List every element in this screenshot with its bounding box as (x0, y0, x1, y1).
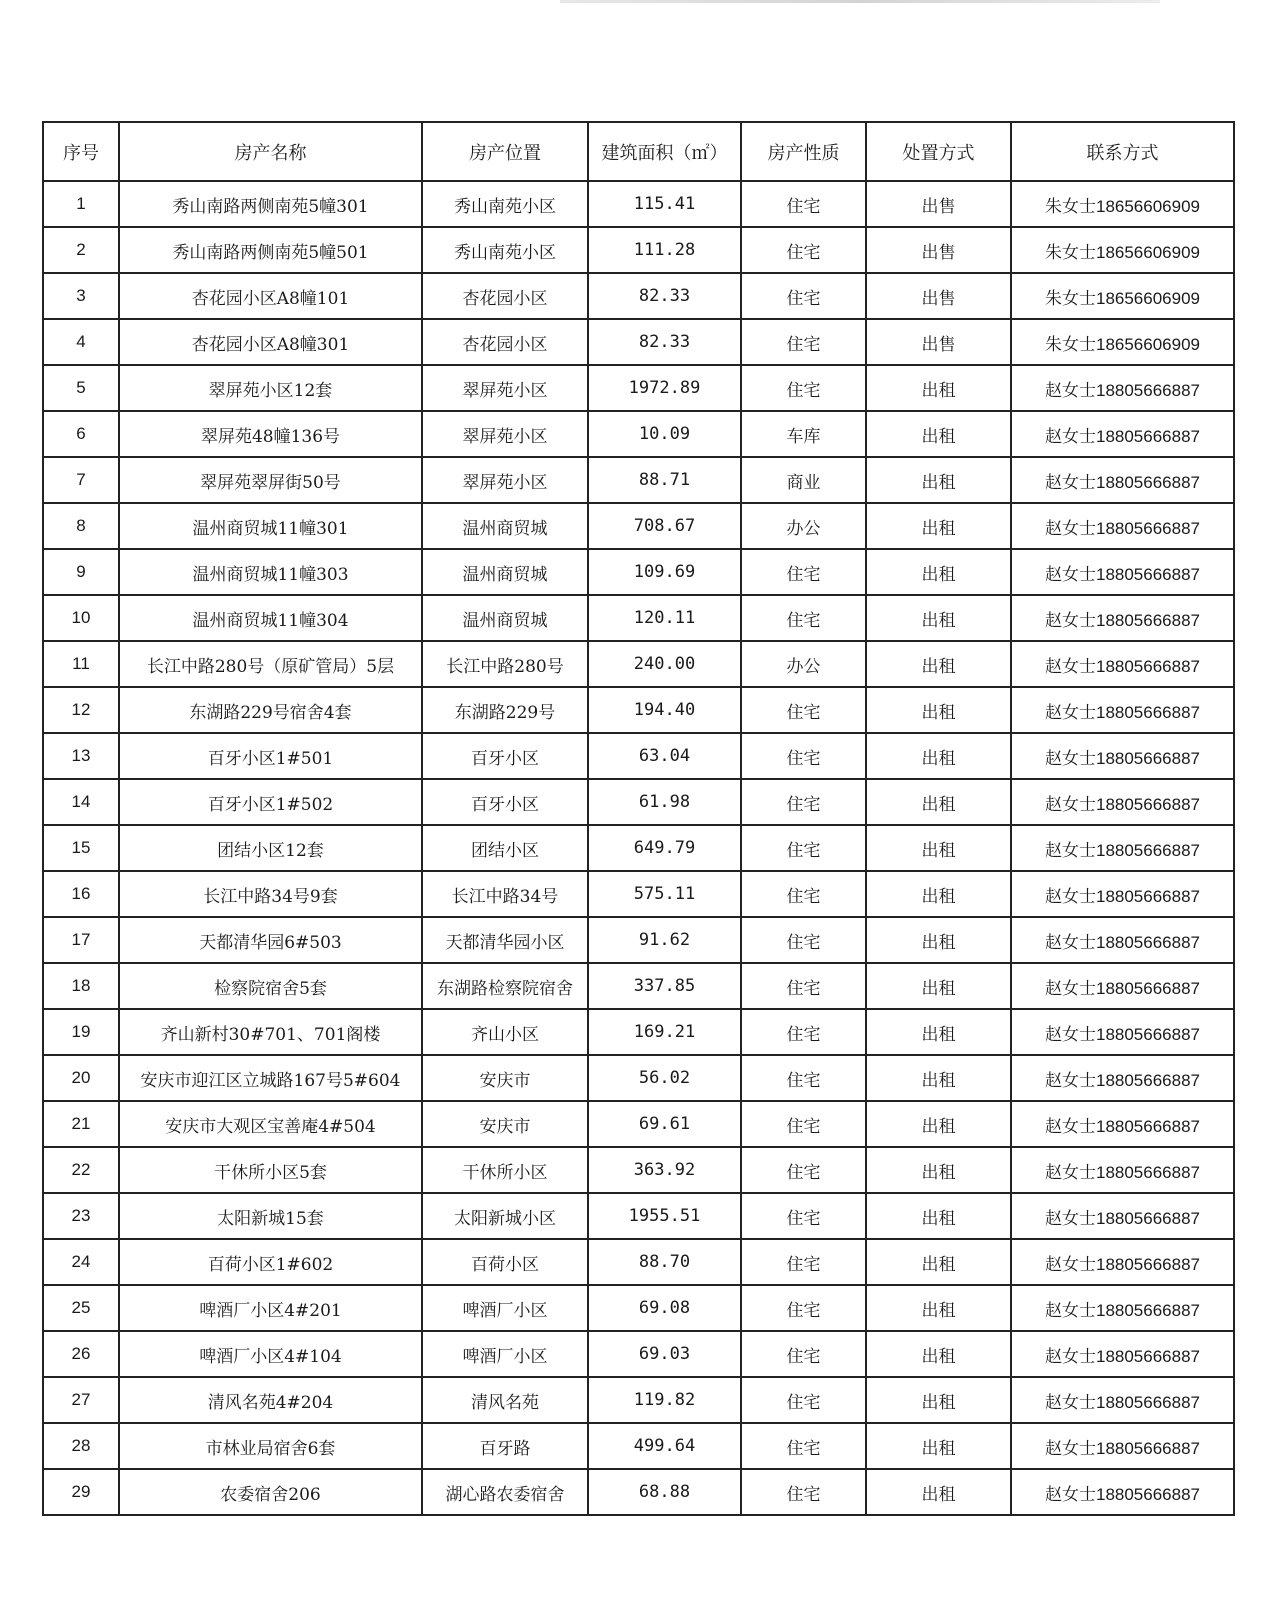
cell-floor-area: 82.33 (588, 319, 741, 365)
cell-index: 1 (43, 181, 119, 227)
cell-property-name: 团结小区12套 (119, 825, 422, 871)
cell-floor-area: 119.82 (588, 1377, 741, 1423)
cell-index: 29 (43, 1469, 119, 1515)
cell-property-name: 温州商贸城11幢301 (119, 503, 422, 549)
cell-property-type: 住宅 (741, 963, 866, 1009)
cell-property-location: 百牙路 (422, 1423, 588, 1469)
cell-property-type: 住宅 (741, 227, 866, 273)
cell-property-type: 住宅 (741, 1055, 866, 1101)
cell-contact: 赵女士18805666887 (1011, 779, 1234, 825)
cell-property-name: 杏花园小区A8幢301 (119, 319, 422, 365)
cell-property-name: 秀山南路两侧南苑5幢301 (119, 181, 422, 227)
cell-property-type: 住宅 (741, 687, 866, 733)
cell-property-location: 团结小区 (422, 825, 588, 871)
table-row (43, 1193, 1234, 1239)
cell-floor-area: 649.79 (588, 825, 741, 871)
cell-disposal-method: 出租 (866, 1055, 1011, 1101)
cell-property-location: 啤酒厂小区 (422, 1331, 588, 1377)
property-table (42, 121, 1235, 1516)
cell-contact: 朱女士18656606909 (1011, 273, 1234, 319)
cell-floor-area: 240.00 (588, 641, 741, 687)
cell-contact: 赵女士18805666887 (1011, 1331, 1234, 1377)
cell-property-type: 住宅 (741, 1239, 866, 1285)
cell-property-location: 百荷小区 (422, 1239, 588, 1285)
cell-index: 24 (43, 1239, 119, 1285)
cell-property-name: 市林业局宿舍6套 (119, 1423, 422, 1469)
header-property-name: 房产名称 (119, 122, 422, 181)
cell-property-type: 住宅 (741, 871, 866, 917)
cell-disposal-method: 出租 (866, 1285, 1011, 1331)
cell-disposal-method: 出租 (866, 1009, 1011, 1055)
cell-property-location: 杏花园小区 (422, 273, 588, 319)
cell-index: 21 (43, 1101, 119, 1147)
cell-contact: 赵女士18805666887 (1011, 1377, 1234, 1423)
cell-property-type: 住宅 (741, 1469, 866, 1515)
cell-index: 16 (43, 871, 119, 917)
cell-index: 26 (43, 1331, 119, 1377)
cell-floor-area: 363.92 (588, 1147, 741, 1193)
cell-property-type: 住宅 (741, 1193, 866, 1239)
table-row (43, 1377, 1234, 1423)
cell-property-name: 秀山南路两侧南苑5幢501 (119, 227, 422, 273)
cell-property-name: 长江中路280号（原矿管局）5层 (119, 641, 422, 687)
table-row (43, 1285, 1234, 1331)
cell-disposal-method: 出租 (866, 1193, 1011, 1239)
cell-contact: 赵女士18805666887 (1011, 411, 1234, 457)
cell-floor-area: 10.09 (588, 411, 741, 457)
cell-property-name: 农委宿舍206 (119, 1469, 422, 1515)
table-row (43, 1101, 1234, 1147)
table-row (43, 595, 1234, 641)
cell-contact: 赵女士18805666887 (1011, 917, 1234, 963)
cell-disposal-method: 出租 (866, 503, 1011, 549)
table-row (43, 1055, 1234, 1101)
cell-disposal-method: 出租 (866, 1101, 1011, 1147)
cell-property-location: 秀山南苑小区 (422, 227, 588, 273)
cell-contact: 赵女士18805666887 (1011, 1055, 1234, 1101)
cell-property-location: 杏花园小区 (422, 319, 588, 365)
cell-property-name: 百牙小区1#501 (119, 733, 422, 779)
cell-property-location: 百牙小区 (422, 779, 588, 825)
header-contact: 联系方式 (1011, 122, 1234, 181)
cell-property-name: 啤酒厂小区4#201 (119, 1285, 422, 1331)
cell-contact: 朱女士18656606909 (1011, 319, 1234, 365)
cell-property-location: 啤酒厂小区 (422, 1285, 588, 1331)
cell-disposal-method: 出租 (866, 871, 1011, 917)
cell-index: 13 (43, 733, 119, 779)
header-disposal-method: 处置方式 (866, 122, 1011, 181)
cell-floor-area: 708.67 (588, 503, 741, 549)
cell-disposal-method: 出租 (866, 1331, 1011, 1377)
cell-disposal-method: 出售 (866, 273, 1011, 319)
cell-contact: 赵女士18805666887 (1011, 503, 1234, 549)
cell-disposal-method: 出租 (866, 917, 1011, 963)
cell-floor-area: 169.21 (588, 1009, 741, 1055)
cell-index: 18 (43, 963, 119, 1009)
cell-contact: 赵女士18805666887 (1011, 733, 1234, 779)
cell-property-name: 太阳新城15套 (119, 1193, 422, 1239)
cell-contact: 赵女士18805666887 (1011, 641, 1234, 687)
cell-property-name: 东湖路229号宿舍4套 (119, 687, 422, 733)
cell-property-type: 住宅 (741, 365, 866, 411)
cell-property-location: 温州商贸城 (422, 595, 588, 641)
cell-property-location: 齐山小区 (422, 1009, 588, 1055)
cell-index: 11 (43, 641, 119, 687)
cell-contact: 赵女士18805666887 (1011, 1239, 1234, 1285)
cell-property-location: 温州商贸城 (422, 503, 588, 549)
cell-contact: 赵女士18805666887 (1011, 1285, 1234, 1331)
cell-floor-area: 69.03 (588, 1331, 741, 1377)
cell-floor-area: 88.70 (588, 1239, 741, 1285)
cell-contact: 赵女士18805666887 (1011, 1193, 1234, 1239)
cell-property-type: 办公 (741, 641, 866, 687)
cell-floor-area: 111.28 (588, 227, 741, 273)
cell-property-type: 住宅 (741, 181, 866, 227)
header-floor-area: 建筑面积（㎡） (588, 122, 741, 181)
table-row (43, 411, 1234, 457)
cell-property-name: 清风名苑4#204 (119, 1377, 422, 1423)
cell-property-location: 安庆市 (422, 1055, 588, 1101)
table-row (43, 181, 1234, 227)
cell-contact: 朱女士18656606909 (1011, 227, 1234, 273)
cell-property-type: 住宅 (741, 319, 866, 365)
cell-index: 5 (43, 365, 119, 411)
cell-contact: 赵女士18805666887 (1011, 365, 1234, 411)
cell-index: 23 (43, 1193, 119, 1239)
table-row (43, 687, 1234, 733)
table-row (43, 963, 1234, 1009)
cell-floor-area: 68.88 (588, 1469, 741, 1515)
cell-property-location: 湖心路农委宿舍 (422, 1469, 588, 1515)
cell-index: 17 (43, 917, 119, 963)
cell-property-name: 天都清华园6#503 (119, 917, 422, 963)
cell-property-name: 齐山新村30#701、701阁楼 (119, 1009, 422, 1055)
table-body (43, 181, 1234, 1515)
table-row (43, 319, 1234, 365)
table-row (43, 1331, 1234, 1377)
cell-contact: 赵女士18805666887 (1011, 825, 1234, 871)
cell-floor-area: 1972.89 (588, 365, 741, 411)
cell-index: 7 (43, 457, 119, 503)
cell-property-location: 干休所小区 (422, 1147, 588, 1193)
cell-index: 10 (43, 595, 119, 641)
cell-floor-area: 337.85 (588, 963, 741, 1009)
cell-property-type: 住宅 (741, 1285, 866, 1331)
cell-floor-area: 88.71 (588, 457, 741, 503)
cell-contact: 赵女士18805666887 (1011, 1423, 1234, 1469)
cell-floor-area: 82.33 (588, 273, 741, 319)
cell-floor-area: 69.08 (588, 1285, 741, 1331)
cell-floor-area: 575.11 (588, 871, 741, 917)
cell-property-location: 翠屏苑小区 (422, 457, 588, 503)
cell-property-type: 住宅 (741, 825, 866, 871)
cell-index: 20 (43, 1055, 119, 1101)
header-row (43, 122, 1234, 181)
cell-property-location: 东湖路229号 (422, 687, 588, 733)
cell-property-location: 温州商贸城 (422, 549, 588, 595)
cell-floor-area: 63.04 (588, 733, 741, 779)
cell-floor-area: 1955.51 (588, 1193, 741, 1239)
cell-property-name: 杏花园小区A8幢101 (119, 273, 422, 319)
cell-property-name: 干休所小区5套 (119, 1147, 422, 1193)
cell-index: 19 (43, 1009, 119, 1055)
cell-index: 9 (43, 549, 119, 595)
cell-disposal-method: 出租 (866, 733, 1011, 779)
table-row (43, 641, 1234, 687)
cell-property-name: 百荷小区1#602 (119, 1239, 422, 1285)
cell-property-location: 长江中路280号 (422, 641, 588, 687)
cell-disposal-method: 出租 (866, 1239, 1011, 1285)
cell-property-type: 住宅 (741, 1101, 866, 1147)
table-row (43, 503, 1234, 549)
cell-floor-area: 61.98 (588, 779, 741, 825)
cell-index: 22 (43, 1147, 119, 1193)
cell-index: 27 (43, 1377, 119, 1423)
cell-property-location: 天都清华园小区 (422, 917, 588, 963)
cell-property-name: 翠屏苑小区12套 (119, 365, 422, 411)
cell-contact: 朱女士18656606909 (1011, 181, 1234, 227)
cell-property-type: 车库 (741, 411, 866, 457)
cell-property-type: 住宅 (741, 1423, 866, 1469)
table-row (43, 871, 1234, 917)
cell-property-type: 住宅 (741, 1331, 866, 1377)
cell-property-location: 长江中路34号 (422, 871, 588, 917)
cell-disposal-method: 出租 (866, 1469, 1011, 1515)
cell-contact: 赵女士18805666887 (1011, 1469, 1234, 1515)
cell-contact: 赵女士18805666887 (1011, 963, 1234, 1009)
cell-property-type: 住宅 (741, 595, 866, 641)
cell-contact: 赵女士18805666887 (1011, 1101, 1234, 1147)
cell-disposal-method: 出租 (866, 1147, 1011, 1193)
table-row (43, 457, 1234, 503)
table-row (43, 227, 1234, 273)
cell-floor-area: 499.64 (588, 1423, 741, 1469)
cell-property-type: 住宅 (741, 549, 866, 595)
table-row (43, 365, 1234, 411)
cell-property-type: 住宅 (741, 1147, 866, 1193)
cell-index: 28 (43, 1423, 119, 1469)
cell-property-location: 太阳新城小区 (422, 1193, 588, 1239)
header-property-type: 房产性质 (741, 122, 866, 181)
cell-property-type: 办公 (741, 503, 866, 549)
cell-property-location: 秀山南苑小区 (422, 181, 588, 227)
cell-floor-area: 69.61 (588, 1101, 741, 1147)
table-row (43, 1009, 1234, 1055)
cell-disposal-method: 出租 (866, 365, 1011, 411)
cell-disposal-method: 出售 (866, 319, 1011, 365)
cell-contact: 赵女士18805666887 (1011, 1147, 1234, 1193)
cell-disposal-method: 出租 (866, 549, 1011, 595)
table-row (43, 1239, 1234, 1285)
cell-floor-area: 115.41 (588, 181, 741, 227)
cell-index: 6 (43, 411, 119, 457)
cell-property-location: 翠屏苑小区 (422, 365, 588, 411)
cell-property-location: 百牙小区 (422, 733, 588, 779)
cell-index: 15 (43, 825, 119, 871)
cell-disposal-method: 出租 (866, 411, 1011, 457)
cell-contact: 赵女士18805666887 (1011, 687, 1234, 733)
cell-disposal-method: 出租 (866, 1377, 1011, 1423)
header-index: 序号 (43, 122, 119, 181)
cell-contact: 赵女士18805666887 (1011, 457, 1234, 503)
table-row (43, 917, 1234, 963)
table-row (43, 273, 1234, 319)
cell-property-type: 商业 (741, 457, 866, 503)
cell-disposal-method: 出租 (866, 825, 1011, 871)
table-row (43, 1423, 1234, 1469)
scan-top-edge (560, 0, 1160, 3)
cell-index: 2 (43, 227, 119, 273)
cell-contact: 赵女士18805666887 (1011, 549, 1234, 595)
table-row (43, 733, 1234, 779)
cell-property-type: 住宅 (741, 273, 866, 319)
cell-disposal-method: 出售 (866, 181, 1011, 227)
cell-property-type: 住宅 (741, 917, 866, 963)
cell-floor-area: 109.69 (588, 549, 741, 595)
cell-property-name: 检察院宿舍5套 (119, 963, 422, 1009)
cell-property-name: 温州商贸城11幢304 (119, 595, 422, 641)
cell-property-location: 东湖路检察院宿舍 (422, 963, 588, 1009)
table-row (43, 779, 1234, 825)
table-row (43, 825, 1234, 871)
cell-property-type: 住宅 (741, 1009, 866, 1055)
cell-disposal-method: 出租 (866, 595, 1011, 641)
cell-property-type: 住宅 (741, 779, 866, 825)
cell-property-name: 温州商贸城11幢303 (119, 549, 422, 595)
cell-property-name: 啤酒厂小区4#104 (119, 1331, 422, 1377)
cell-property-name: 长江中路34号9套 (119, 871, 422, 917)
cell-property-type: 住宅 (741, 733, 866, 779)
cell-disposal-method: 出租 (866, 779, 1011, 825)
cell-index: 8 (43, 503, 119, 549)
cell-contact: 赵女士18805666887 (1011, 595, 1234, 641)
cell-disposal-method: 出售 (866, 227, 1011, 273)
cell-disposal-method: 出租 (866, 457, 1011, 503)
header-property-location: 房产位置 (422, 122, 588, 181)
cell-contact: 赵女士18805666887 (1011, 871, 1234, 917)
cell-property-location: 翠屏苑小区 (422, 411, 588, 457)
cell-index: 3 (43, 273, 119, 319)
cell-floor-area: 194.40 (588, 687, 741, 733)
cell-floor-area: 56.02 (588, 1055, 741, 1101)
cell-property-name: 安庆市迎江区立城路167号5#604 (119, 1055, 422, 1101)
cell-disposal-method: 出租 (866, 1423, 1011, 1469)
cell-index: 25 (43, 1285, 119, 1331)
table-row (43, 1469, 1234, 1515)
cell-index: 4 (43, 319, 119, 365)
cell-contact: 赵女士18805666887 (1011, 1009, 1234, 1055)
cell-property-location: 安庆市 (422, 1101, 588, 1147)
cell-property-name: 翠屏苑翠屏街50号 (119, 457, 422, 503)
cell-property-name: 翠屏苑48幢136号 (119, 411, 422, 457)
cell-index: 14 (43, 779, 119, 825)
table-row (43, 1147, 1234, 1193)
table-row (43, 549, 1234, 595)
cell-floor-area: 91.62 (588, 917, 741, 963)
cell-property-type: 住宅 (741, 1377, 866, 1423)
cell-property-name: 安庆市大观区宝善庵4#504 (119, 1101, 422, 1147)
cell-property-location: 清风名苑 (422, 1377, 588, 1423)
cell-disposal-method: 出租 (866, 963, 1011, 1009)
cell-index: 12 (43, 687, 119, 733)
cell-property-name: 百牙小区1#502 (119, 779, 422, 825)
cell-floor-area: 120.11 (588, 595, 741, 641)
cell-disposal-method: 出租 (866, 687, 1011, 733)
cell-disposal-method: 出租 (866, 641, 1011, 687)
